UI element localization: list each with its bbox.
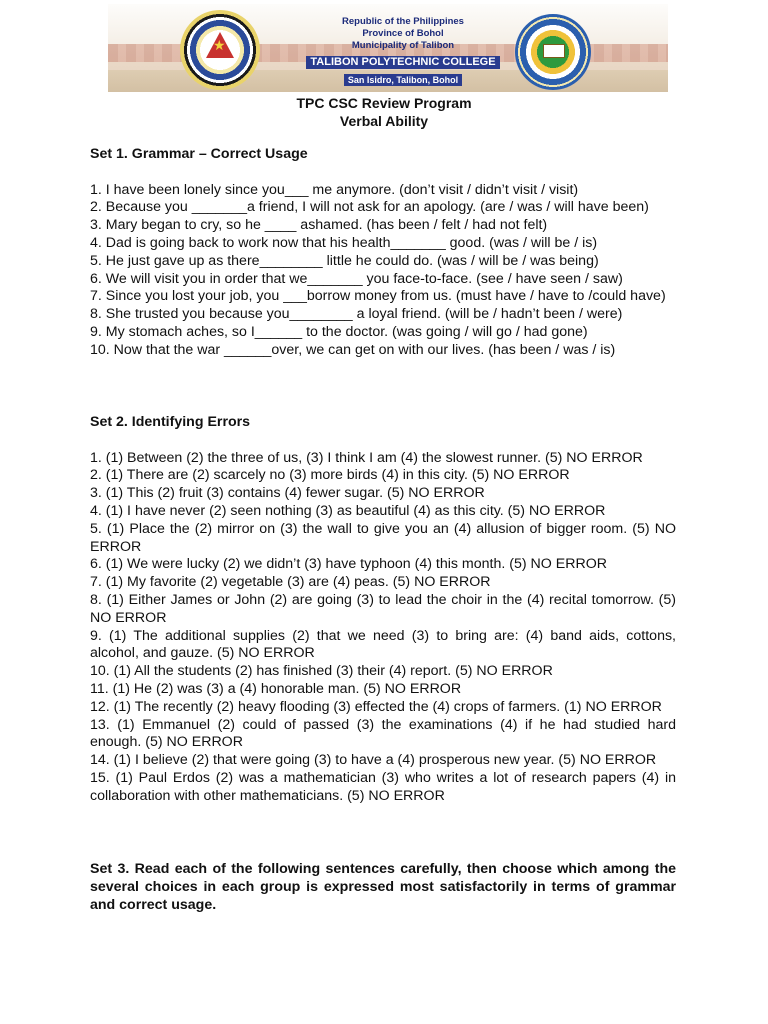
- letterhead-line: Province of Bohol: [362, 28, 444, 39]
- college-name: TALIBON POLYTECHNIC COLLEGE: [306, 56, 499, 69]
- set2-item: 11. (1) He (2) was (3) a (4) honorable man. (5) NO ERROR: [90, 680, 462, 697]
- document-subtitle: Verbal Ability: [339, 113, 429, 129]
- set1-item: 8. She trusted you because you________ a loyal friend. (will be / hadn’t been / were): [90, 306, 623, 323]
- set1-item: 3. Mary began to cry, so he ____ ashamed. (has been / felt / had not felt): [90, 217, 548, 234]
- set2-item: 9. (1) The additional supplies (2) that we need (3) to bring are: (4) band aids, cottons, alcohol, and gauze. (5) NO ERROR: [90, 627, 676, 662]
- set1-item: 4. Dad is going back to work now that his health_______ good. (was / will be / is): [90, 234, 598, 251]
- set2-item: 8. (1) Either James or John (2) are going (3) to lead the choir in the (4) recital tomorrow. (5) NO ERROR: [90, 591, 676, 626]
- letterhead-banner: [108, 4, 668, 92]
- municipality-seal-logo: [180, 10, 260, 90]
- set1-item: 5. He just gave up as there________ little he could do. (was / will be / was being): [90, 252, 599, 269]
- set1-item: 2. Because you _______a friend, I will not ask for an apology. (are / was / will have been): [90, 199, 649, 216]
- set2-item: 5. (1) Place the (2) mirror on (3) the wall to give you an (4) allusion of bigger room. (5) NO ERROR: [90, 520, 676, 555]
- set2-item: 12. (1) The recently (2) heavy flooding (3) effected the (4) crops of farmers. (1) NO ERROR: [90, 698, 662, 715]
- set2-item: 13. (1) Emmanuel (2) could of passed (3) the examinations (4) if he had studied hard enough. (5) NO ERROR: [90, 716, 676, 751]
- set2-item: 3. (1) This (2) fruit (3) contains (4) fewer sugar. (5) NO ERROR: [90, 485, 485, 502]
- set2-item: 7. (1) My favorite (2) vegetable (3) are (4) peas. (5) NO ERROR: [90, 574, 491, 591]
- set2-item: 14. (1) I believe (2) that were going (3) to have a (4) prosperous new year. (5) NO ERROR: [90, 752, 657, 769]
- letterhead-line: Municipality of Talibon: [351, 40, 455, 51]
- set1-item: 10. Now that the war ______over, we can get on with our lives. (has been / was / is): [90, 341, 616, 358]
- set2-heading: Set 2. Identifying Errors: [90, 414, 251, 430]
- set3-section: [90, 860, 676, 915]
- set2-item: 1. (1) Between (2) the three of us, (3) I think I am (4) the slowest runner. (5) NO ERROR: [90, 449, 643, 466]
- set1-heading: Set 1. Grammar – Correct Usage: [90, 146, 308, 162]
- set1-item: 1. I have been lonely since you___ me anymore. (don’t visit / didn’t visit / visit): [90, 181, 579, 198]
- set1-item: 9. My stomach aches, so I______ to the doctor. (was going / will go / had gone): [90, 323, 588, 340]
- set2-item: 6. (1) We were lucky (2) we didn’t (3) have typhoon (4) this month. (5) NO ERROR: [90, 556, 607, 573]
- set2-item: 2. (1) There are (2) scarcely no (3) more birds (4) in this city. (5) NO ERROR: [90, 467, 570, 484]
- set2-item: 15. (1) Paul Erdos (2) was a mathematician (3) who writes a lot of research papers (4) in collaboration with other mathematicians. (5) NO ERROR: [90, 769, 676, 804]
- seal-book-icon: [543, 44, 565, 58]
- letterhead-line: Republic of the Philippines: [342, 16, 464, 27]
- college-address: San Isidro, Talibon, Bohol: [344, 74, 462, 86]
- set2-section: [90, 414, 676, 806]
- seal-star-icon: ★: [213, 37, 226, 53]
- set1-section: [90, 146, 676, 360]
- set1-item: 7. Since you lost your job, you ___borrow money from us. (must have / have to /could have): [90, 288, 666, 305]
- document-title: TPC CSC Review Program: [296, 95, 472, 111]
- set3-heading: Set 3. Read each of the following sentences carefully, then choose which among the several choices in each group is expressed most satisfactorily in terms of grammar and correct usage.: [90, 861, 676, 914]
- set1-item: 6. We will visit you in order that we_______ you face-to-face. (see / have seen / saw): [90, 270, 623, 287]
- college-seal-logo: [515, 14, 591, 90]
- letterhead-text: [298, 16, 508, 88]
- set2-item: 10. (1) All the students (2) has finished (3) their (4) report. (5) NO ERROR: [90, 663, 553, 680]
- set2-item: 4. (1) I have never (2) seen nothing (3) as beautiful (4) as this city. (5) NO ERROR: [90, 502, 606, 519]
